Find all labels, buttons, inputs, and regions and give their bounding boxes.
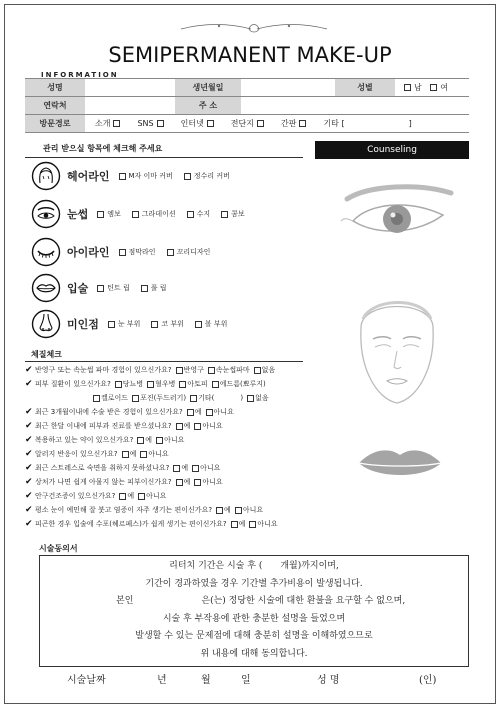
- birth-field[interactable]: [241, 79, 335, 97]
- option-embo[interactable]: 엠보: [94, 209, 121, 219]
- checkup-item: [25, 363, 305, 377]
- checkup-question: 피곤한 경우 입술에 수포(헤르페스)가 쉽게 생기는 편이신가요?: [35, 520, 227, 528]
- route-option-etc[interactable]: 기타 [: [323, 119, 345, 128]
- checkmark-icon: ✔: [25, 463, 33, 473]
- checkup-option[interactable]: 기타(: [188, 391, 214, 405]
- checkup-checkbox[interactable]: [206, 409, 213, 416]
- checkup-option[interactable]: 아니요: [154, 433, 184, 447]
- address-label: 주 소: [175, 97, 241, 115]
- male-checkbox[interactable]: [404, 84, 411, 91]
- route-option-flyer[interactable]: 전단지: [231, 118, 267, 129]
- care-name-eyeline: 아이라인: [67, 246, 110, 259]
- eye-illustration-icon: [339, 181, 455, 245]
- checkup-checkbox[interactable]: [212, 381, 219, 388]
- checkup-question: 상처가 나면 쉽게 아물지 않는 피부이신가요?: [35, 478, 172, 486]
- checkup-option[interactable]: 에드름(뾰루지): [210, 377, 266, 391]
- checkup-item: [25, 503, 305, 517]
- checkup-option[interactable]: 예: [229, 517, 246, 531]
- checkup-option[interactable]: 없음: [245, 391, 269, 405]
- checkup-option[interactable]: 아토피: [177, 377, 207, 391]
- option-full-lip[interactable]: 풀 립: [138, 283, 167, 293]
- birth-label: 생년월일: [175, 79, 241, 97]
- option-gradation[interactable]: 그라데이션: [129, 209, 176, 219]
- checkup-question: 안구건조증이 있으신가요?: [35, 492, 116, 500]
- checkup-option[interactable]: 아니요: [204, 405, 234, 419]
- checkup-question: 알러지 반응이 있으신가요?: [35, 450, 118, 458]
- checkup-checkbox[interactable]: [140, 451, 147, 458]
- checkup-checkbox[interactable]: [192, 465, 199, 472]
- care-name-eyebrow: 눈썹: [67, 208, 89, 221]
- route-option-signboard[interactable]: 간판: [281, 118, 309, 129]
- checkup-option[interactable]: 포진(두드러기): [130, 391, 186, 405]
- option-mucosa-line[interactable]: 점막라인: [116, 247, 156, 257]
- checkup-option[interactable]: 예: [185, 405, 202, 419]
- checkmark-icon: ✔: [25, 421, 33, 431]
- checkup-checkbox[interactable]: [147, 381, 154, 388]
- checkup-checkbox[interactable]: [235, 507, 242, 514]
- checkup-option[interactable]: 예: [171, 461, 188, 475]
- care-name-hairline: 헤어라인: [67, 170, 110, 183]
- consent-form-page: [4, 4, 496, 704]
- page-title: SEMIPERMANENT MAKE-UP: [108, 43, 392, 67]
- information-label: INFORMATION: [41, 71, 119, 79]
- checkup-checkbox[interactable]: [254, 367, 261, 374]
- consent-heading: 시술동의서: [39, 544, 78, 553]
- day-label: 일: [241, 675, 251, 686]
- checkup-checkbox[interactable]: [216, 507, 223, 514]
- consent-box: [39, 555, 469, 667]
- signer-name-label: 성 명: [317, 675, 340, 686]
- checkmark-icon: ✔: [25, 435, 33, 445]
- checkup-option[interactable]: 아니요: [138, 447, 168, 461]
- gender-label: 성별: [335, 79, 395, 97]
- checkup-checkbox[interactable]: [176, 367, 183, 374]
- option-suji[interactable]: 수지: [184, 209, 211, 219]
- checkup-question: 최근 3개월이내에 수술 받은 경험이 있으신가요?: [35, 408, 183, 416]
- option-tint-lip[interactable]: 틴트 립: [94, 283, 130, 293]
- option-tail-design[interactable]: 꼬리디자인: [164, 247, 211, 257]
- checkup-option[interactable]: 예: [120, 447, 137, 461]
- checkup-checkbox[interactable]: [93, 395, 100, 402]
- checkup-list: [25, 363, 305, 531]
- month-label: 월: [201, 675, 211, 686]
- care-name-beauty-mark: 미인점: [67, 318, 99, 331]
- closed-eye-icon: [31, 237, 61, 267]
- checkmark-icon: ✔: [25, 491, 33, 501]
- checkup-checkbox[interactable]: [247, 395, 254, 402]
- checkup-option[interactable]: 반영구: [174, 363, 204, 377]
- route-field: [85, 115, 469, 133]
- checkup-checkbox[interactable]: [179, 381, 186, 388]
- contact-field[interactable]: [85, 97, 175, 115]
- checkup-checkbox[interactable]: [249, 521, 256, 528]
- address-field[interactable]: [241, 97, 469, 115]
- checkup-checkbox[interactable]: [208, 367, 215, 374]
- checkup-option[interactable]: 예: [135, 433, 152, 447]
- checkup-checkbox[interactable]: [138, 493, 145, 500]
- consent-line-5: 발생할 수 있는 문제점에 대해 충분히 설명을 이해하였으므로: [135, 631, 373, 641]
- checkup-checkbox[interactable]: [231, 521, 238, 528]
- counseling-banner: Counseling: [315, 141, 469, 159]
- consent-line-3: 본인 은(는) 정당한 시술에 대한 환불을 요구할 수 없으며,: [116, 596, 406, 606]
- name-field[interactable]: [85, 79, 175, 97]
- care-divider: [25, 157, 303, 158]
- checkup-checkbox[interactable]: [190, 395, 197, 402]
- checkup-checkbox[interactable]: [115, 381, 122, 388]
- checkup-option[interactable]: 아니요: [192, 475, 222, 489]
- checkup-option[interactable]: 켈로이드: [91, 391, 128, 405]
- hairline-face-icon: [31, 161, 61, 191]
- care-name-lips: 입술: [67, 282, 89, 295]
- year-label: 년: [157, 675, 167, 686]
- checkup-option[interactable]: 예: [174, 419, 191, 433]
- route-option-sns[interactable]: SNS: [137, 119, 166, 128]
- route-label: 방문경로: [25, 115, 85, 133]
- checkup-option[interactable]: 아니요: [247, 517, 277, 531]
- checkup-option[interactable]: 없음: [252, 363, 276, 377]
- consent-line-2: 기간이 경과하였을 경우 기간별 추가비용이 발생됩니다.: [145, 578, 363, 589]
- checkmark-icon: ✔: [25, 477, 33, 487]
- checkup-option[interactable]: 아니요: [233, 503, 263, 517]
- checkup-item: [25, 377, 305, 391]
- name-label: 성명: [25, 79, 85, 97]
- checkup-checkbox[interactable]: [132, 395, 139, 402]
- checkup-checkbox[interactable]: [194, 479, 201, 486]
- checkmark-icon: ✔: [25, 505, 33, 515]
- procedure-date-label: 시술날짜: [67, 675, 106, 686]
- checkup-question: 반영구 또는 속눈썹 파마 경험이 있으신가요?: [35, 366, 172, 374]
- checkup-option[interactable]: 아니요: [136, 489, 166, 503]
- checkmark-icon: ✔: [25, 379, 33, 389]
- checkup-divider: [25, 361, 303, 362]
- checkup-checkbox[interactable]: [156, 437, 163, 444]
- checkup-checkbox[interactable]: [122, 451, 129, 458]
- checkup-item: [25, 419, 305, 433]
- checkmark-icon: ✔: [25, 519, 33, 529]
- checkup-item: [25, 475, 305, 489]
- option-crown[interactable]: 정수리 커버: [181, 171, 230, 181]
- route-option-internet[interactable]: 인터넷: [181, 118, 217, 129]
- checkup-question: 피부 질환이 있으신가요?: [35, 380, 111, 388]
- checkup-checkbox[interactable]: [194, 423, 201, 430]
- route-option-referral[interactable]: 소개: [95, 118, 123, 129]
- checkup-item: [25, 433, 305, 447]
- gender-field: 남 여: [395, 79, 469, 97]
- checkmark-icon: ✔: [25, 449, 33, 459]
- checkup-item: [25, 489, 305, 503]
- checkup-option[interactable]: 예: [214, 503, 231, 517]
- checkup-checkbox[interactable]: [176, 423, 183, 430]
- checkup-option[interactable]: 아니요: [190, 461, 220, 475]
- eyebrow-eye-icon: [31, 199, 61, 229]
- checkup-option[interactable]: 혈우병: [145, 377, 175, 391]
- checkup-item: [25, 391, 305, 405]
- checkup-question: 최근 스트레스로 숙면을 취하지 못하셨나요?: [35, 464, 170, 472]
- nose-icon: [31, 309, 61, 339]
- care-heading: 관리 받으실 항목에 체크해 주세요: [43, 144, 163, 153]
- checkup-item: [25, 447, 305, 461]
- ornament-flourish-icon: [179, 21, 329, 35]
- care-row-beauty-mark: [31, 309, 235, 339]
- checkup-option[interactable]: 당뇨병: [113, 377, 143, 391]
- checkup-heading: 체질체크: [31, 350, 62, 359]
- checkup-option: ): [240, 394, 244, 402]
- female-checkbox[interactable]: [430, 84, 437, 91]
- face-outline-icon: [351, 289, 443, 407]
- route-etc-close: ]: [408, 119, 412, 128]
- checkup-item: [25, 405, 305, 419]
- checkup-option[interactable]: 예: [117, 489, 134, 503]
- checkup-checkbox[interactable]: [176, 479, 183, 486]
- checkup-checkbox[interactable]: [187, 409, 194, 416]
- option-m-forehead[interactable]: M자 이마 커버: [116, 171, 173, 181]
- checkup-checkbox[interactable]: [119, 493, 126, 500]
- checkmark-icon: ✔: [25, 407, 33, 417]
- checkup-option[interactable]: 속눈썹파마: [206, 363, 250, 377]
- checkup-question: 최근 한달 이내에 피부과 진료를 받으셨나요?: [35, 422, 172, 430]
- option-nose-area[interactable]: 코 부위: [148, 319, 184, 329]
- seal-label: (인): [419, 675, 437, 686]
- care-row-lips: [31, 273, 175, 303]
- checkup-item: [25, 461, 305, 475]
- consent-line-6: 위 내용에 대해 동의합니다.: [200, 648, 308, 659]
- consent-line-1: 리터치 기간은 시술 후 ( 개월)까지이며,: [169, 561, 339, 571]
- checkup-item: [25, 517, 305, 531]
- checkmark-icon: ✔: [25, 365, 33, 375]
- care-row-eyebrow: [31, 199, 253, 229]
- checkup-checkbox[interactable]: [137, 437, 144, 444]
- consent-line-4: 시술 후 부작용에 관한 충분한 설명을 들었으며: [162, 613, 346, 624]
- checkup-option[interactable]: 예: [174, 475, 191, 489]
- lips-illustration-icon: [355, 443, 445, 483]
- checkup-option[interactable]: 아니요: [192, 419, 222, 433]
- signature-row: [5, 671, 495, 689]
- care-row-hairline: [31, 161, 238, 191]
- checkup-question: 복용하고 있는 약이 있으신가요?: [35, 436, 134, 444]
- checkup-question: 평소 눈이 예민해 잘 붓고 염증이 자주 생기는 편이신가요?: [35, 506, 213, 514]
- checkup-checkbox[interactable]: [173, 465, 180, 472]
- option-combo[interactable]: 콤보: [218, 209, 245, 219]
- lips-icon: [31, 273, 61, 303]
- information-table: [25, 78, 469, 133]
- contact-label: 연락처: [25, 97, 85, 115]
- option-eye-area[interactable]: 눈 부위: [105, 319, 141, 329]
- form-header: [5, 15, 495, 79]
- option-cheek-area[interactable]: 볼 부위: [192, 319, 228, 329]
- care-row-eyeline: [31, 237, 218, 267]
